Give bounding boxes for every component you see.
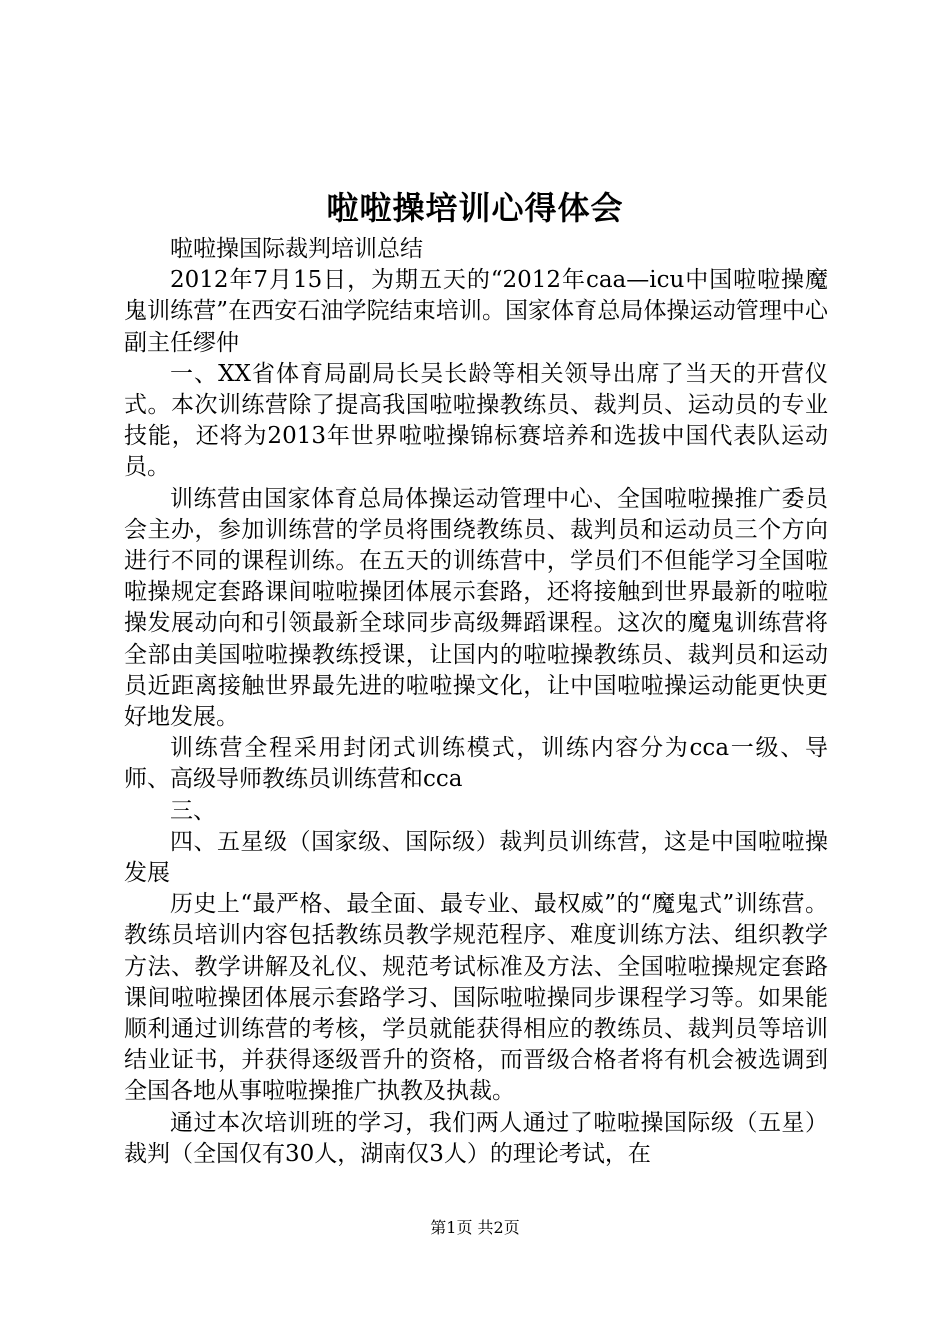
paragraph: 训练营由国家体育总局体操运动管理中心、全国啦啦操推广委员会主办，参加训练营的学员将围绕教练员、裁判员和运动员三个方向进行不同的课程训练。在五天的训练营中，学员们不但能学习全国啦啦操规定套路课间啦啦操团体展示套路，还将接触到世界最新的啦啦操发展动向和引领最新全球同步高级舞蹈课程。这次的魔鬼训练营将全部由美国啦啦操教练授课，让国内的啦啦操教练员、裁判员和运动员近距离接触世界最先进的啦啦操文化，让中国啦啦操运动能更快更好地发展。	[124, 485, 828, 731]
page-number-footer: 第1页 共2页	[430, 1218, 520, 1237]
paragraph: 2012年7月15日，为期五天的“2012年caa—icu中国啦啦操魔鬼训练营”在西安石油学院结束培训。国家体育总局体操运动管理中心副主任缪仲	[124, 267, 828, 356]
paragraph: 三、	[170, 797, 216, 824]
paragraph: 通过本次培训班的学习，我们两人通过了啦啦操国际级（五星）裁判（全国仅有30人，湖南仅3人）的理论考试，在	[124, 1109, 828, 1167]
paragraph: 四、五星级（国家级、国际级）裁判员训练营，这是中国啦啦操发展	[124, 828, 828, 887]
paragraph: 啦啦操国际裁判培训总结	[170, 236, 423, 262]
paragraph: 一、XX省体育局副局长吴长龄等相关领导出席了当天的开营仪式。本次训练营除了提高我国啦啦操教练员、裁判员、运动员的专业技能，还将为2013年世界啦啦操锦标赛培养和选拔中国代表队运动员。	[124, 360, 828, 481]
paragraph: 历史上“最严格、最全面、最专业、最权威”的“魔鬼式”训练营。教练员培训内容包括教练员教学规范程序、难度训练方法、组织教学方法、教学讲解及礼仪、规范考试标准及方法、全国啦啦操规定套路课间啦啦操团体展示套路学习、国际啦啦操同步课程学习等。如果能顺利通过训练营的考核，学员就能获得相应的教练员、裁判员等培训结业证书，并获得逐级晋升的资格，而晋级合格者将有机会被选调到全国各地从事啦啦操推广执教及执裁。	[124, 891, 828, 1105]
paragraph: 训练营全程采用封闭式训练模式，训练内容分为cca一级、导师、高级导师教练员训练营和cca	[124, 735, 828, 793]
document-body	[124, 234, 828, 1170]
document-title: 啦啦操培训心得体会	[326, 189, 624, 227]
